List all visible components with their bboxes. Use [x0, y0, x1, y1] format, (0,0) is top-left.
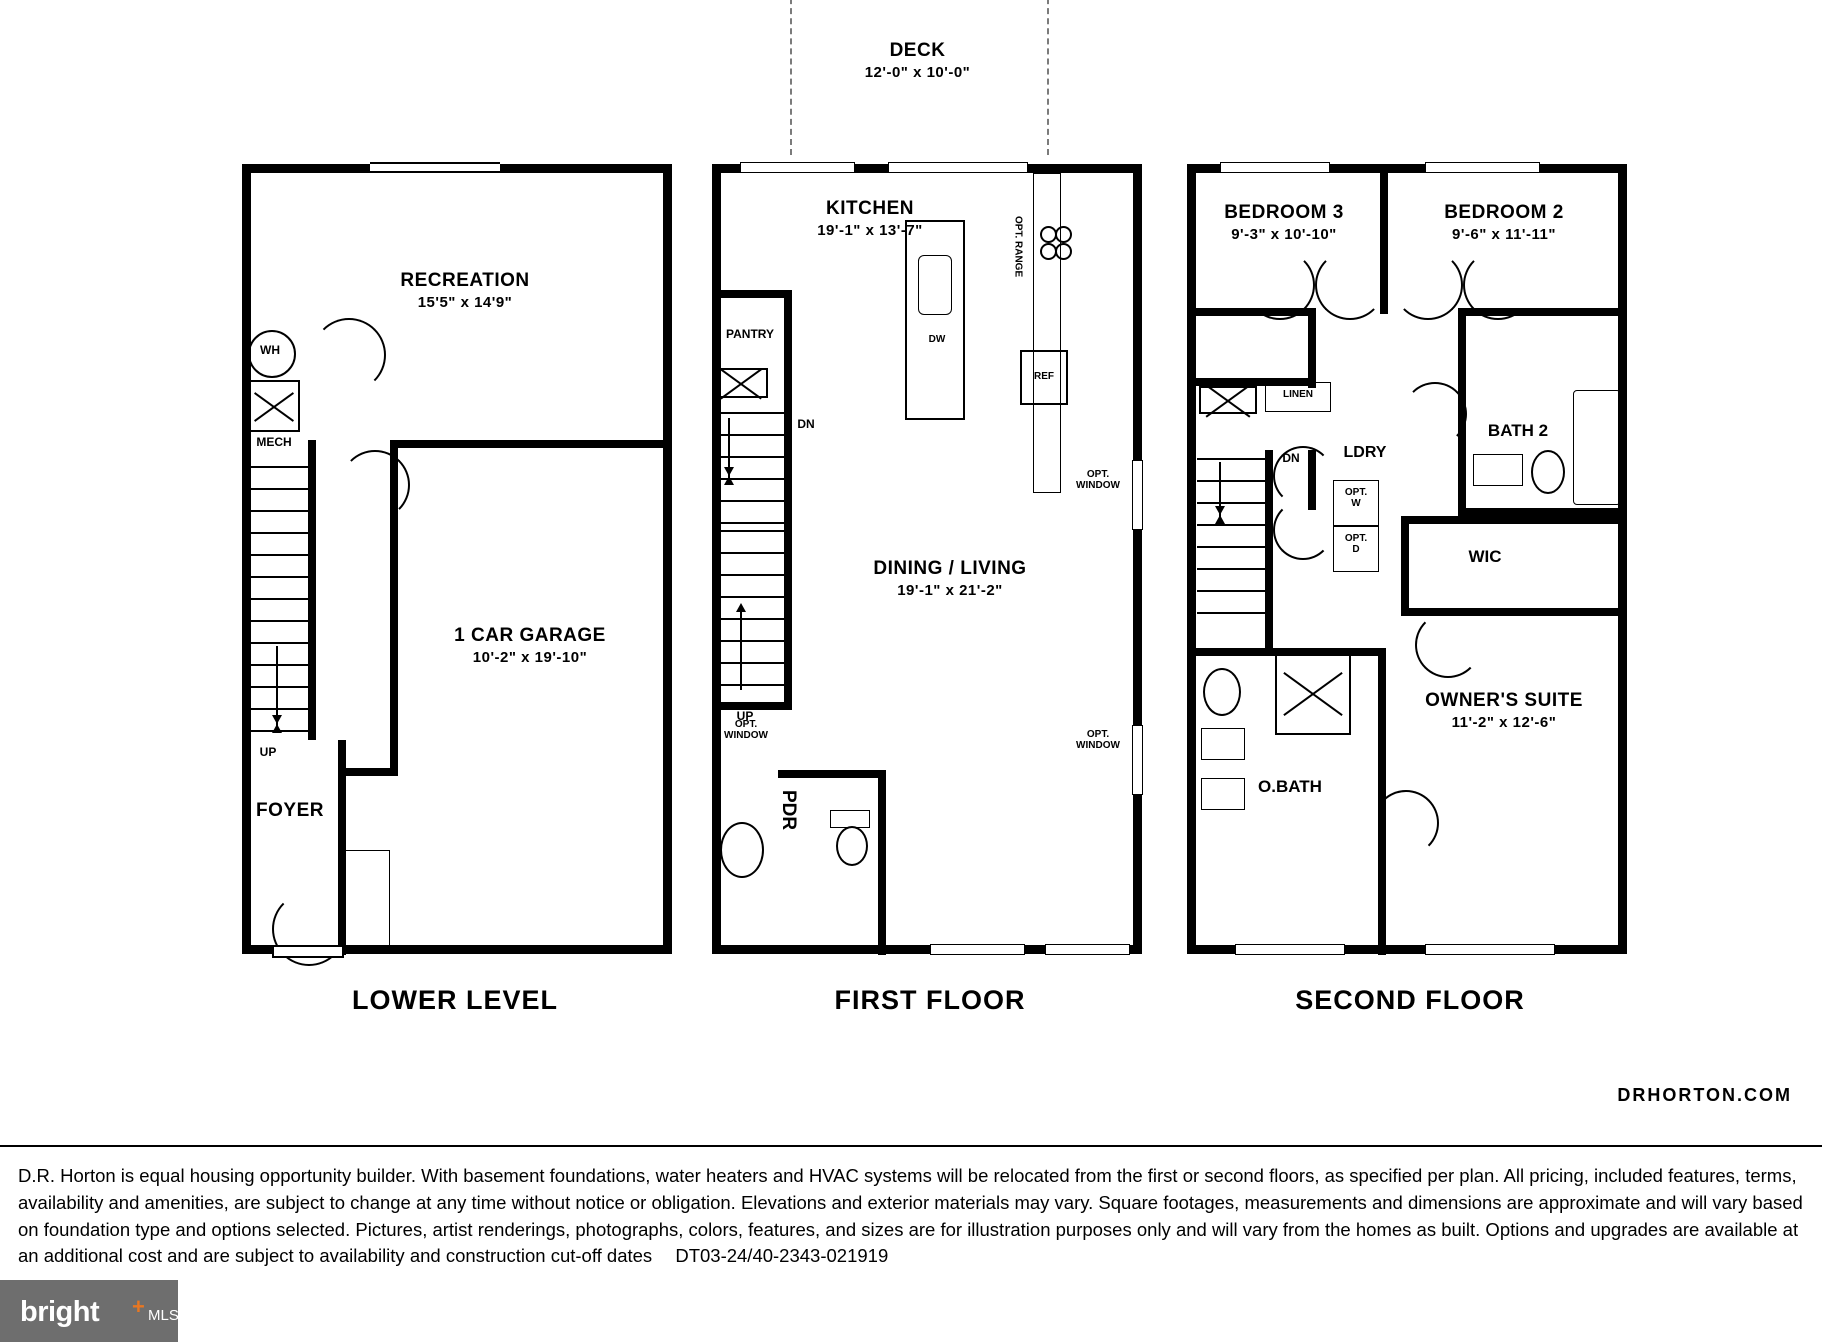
room-label-recreation: RECREATION 15'5" x 14'9": [400, 270, 530, 311]
ldry-label: LDRY: [1343, 444, 1387, 461]
obath-vanity-1: [1201, 728, 1245, 760]
wall-pantry-top: [712, 290, 792, 298]
wall-right: [1133, 164, 1142, 954]
wall-right: [1618, 164, 1627, 954]
obath-label: O.BATH: [1258, 777, 1322, 796]
bath2-tub: [1573, 390, 1621, 505]
window-top: [370, 162, 500, 173]
door-arc-garage: [340, 450, 410, 520]
footer-divider: [0, 1145, 1822, 1147]
watermark-suffix: MLS: [148, 1307, 179, 1324]
wall-stair-right: [1265, 450, 1273, 650]
stairs-up-label: UP: [736, 709, 754, 723]
wall-garage-lower-left: [342, 768, 398, 776]
stairs-dn-label: DN: [797, 417, 815, 431]
opt-window-label-1: OPT. WINDOW: [1076, 469, 1120, 491]
room-label-bedroom3: BEDROOM 3 9'-3" x 10'-10": [1224, 202, 1344, 243]
stairs-dn-label: DN: [1282, 451, 1300, 465]
entry-door: [272, 945, 344, 958]
opt-window-label-2: OPT. WINDOW: [1076, 729, 1120, 751]
window-owners-left: [1235, 944, 1345, 955]
floorplan-lower-level: [230, 150, 680, 970]
watermark-name: bright: [20, 1296, 100, 1328]
stairs-up-label: UP: [259, 745, 277, 759]
bath2-label: BATH 2: [1487, 421, 1549, 440]
linen-label: LINEN: [1283, 389, 1313, 400]
plan-code: DT03-24/40-2343-021919: [675, 1245, 889, 1267]
door-arc-rec: [312, 318, 386, 392]
watermark-plus-icon: +: [132, 1294, 145, 1319]
pdr-label: PDR: [777, 790, 799, 831]
wic-label: WIC: [1468, 547, 1502, 566]
brand-website[interactable]: DRHORTON.COM: [1617, 1085, 1792, 1105]
pantry-label: PANTRY: [726, 327, 774, 341]
window-front-right: [1045, 944, 1130, 955]
garage-door-opening: [342, 850, 390, 950]
wall-left: [1187, 164, 1196, 954]
obath-shower: [1275, 650, 1351, 735]
dishwasher-label: DW: [928, 334, 946, 345]
wall-pdr-top: [778, 770, 886, 778]
opt-washer-label: OPT. W: [1344, 487, 1368, 509]
door-arc-hall-2: [1393, 250, 1463, 320]
stairs-up-arrow: [740, 610, 742, 690]
door-arc-obath: [1373, 790, 1439, 856]
room-label-bedroom2: BEDROOM 2 9'-6" x 11'-11": [1444, 202, 1564, 243]
window-owners-right: [1425, 944, 1555, 955]
door-arc-ldry-2: [1273, 500, 1333, 560]
room-label-dining-living: DINING / LIVING 19'-1" x 21'-2": [873, 558, 1027, 599]
wall-pantry-right: [784, 290, 792, 410]
opt-window-right-upper: [1132, 460, 1143, 530]
door-arc-bed2: [1463, 250, 1533, 320]
door-arc-ldry: [1273, 446, 1333, 506]
bath2-vanity: [1473, 454, 1523, 486]
range-burner-2: [1055, 226, 1072, 243]
obath-toilet-icon: [1203, 668, 1241, 716]
opt-window-right-lower: [1132, 725, 1143, 795]
refrigerator-label: REF: [1034, 371, 1054, 382]
wall-hall-right: [1458, 308, 1466, 388]
door-arc-bed3: [1245, 250, 1315, 320]
door-arc-bath2: [1403, 382, 1467, 446]
window-front-left: [930, 944, 1025, 955]
mech-unit-icon: [248, 380, 300, 432]
door-arc-hall-1: [1315, 250, 1385, 320]
disclaimer-text: [18, 1163, 1808, 1270]
opt-dryer-label: OPT. D: [1344, 533, 1368, 555]
closet-bed3-door-icon: [1199, 386, 1257, 414]
opt-range-label: OPT. RANGE: [1012, 216, 1024, 278]
mech-label: MECH: [256, 435, 292, 449]
floor-title-first: FIRST FLOOR: [834, 985, 1026, 1015]
pdr-toilet-bowl-icon: [836, 826, 868, 866]
wall-garage-top: [390, 440, 672, 448]
bright-mls-watermark: [0, 1280, 178, 1342]
kitchen-island: [905, 220, 965, 420]
wall-wic-top: [1401, 516, 1627, 524]
range-burner-4: [1055, 243, 1072, 260]
stairs-dn: [1197, 458, 1265, 643]
pdr-sink-icon: [720, 822, 764, 878]
window-rear-left: [740, 162, 855, 173]
wall-bath2-bottom: [1458, 508, 1627, 516]
stairs-up: [244, 466, 310, 736]
window-bed3: [1220, 162, 1330, 173]
opt-window-label-3: OPT. WINDOW: [724, 719, 768, 741]
stairs-up: [714, 530, 784, 705]
floor-title-second: SECOND FLOOR: [1295, 985, 1525, 1015]
stairs-dn-arrow: [728, 418, 730, 478]
wall-right: [663, 164, 672, 954]
wall-pdr-right: [878, 770, 886, 955]
room-label-deck: DECK 12'-0" x 10'-0": [864, 40, 971, 81]
window-bed2: [1425, 162, 1540, 173]
disclaimer-body: D.R. Horton is equal housing opportunity builder. With basement foundations, water heaters and HVAC systems will be relocated from the first or second floors, as specified per plan. All pricing, included features, terms, availability and amenities, are subject to change at any time without notice or obligation. Elevations and exterior materials may vary. Square footages, measurements and dimensions are approximate and will vary based on foundation type and options selected. Pictures, artist renderings, photographs, colors, features, and sizes are for illustration purposes only and will vary from the homes as built. Options and upgrades are available at an additional cost and are subject to availability and construction cut-off dates: [18, 1165, 1803, 1267]
slider-door-deck: [888, 162, 1028, 173]
wall-stair-right: [784, 410, 792, 710]
room-label-owners-suite: OWNER'S SUITE 11'-2" x 12'-6": [1425, 690, 1583, 731]
floorplan-second-floor: [1175, 150, 1645, 970]
pantry-door-icon: [714, 368, 768, 398]
floor-title-lower: LOWER LEVEL: [352, 985, 558, 1015]
stairs-dn-arrow: [1219, 462, 1221, 517]
wall-wic-left: [1401, 516, 1409, 616]
door-arc-wic: [1415, 612, 1481, 678]
wall-hall-left: [1308, 308, 1316, 388]
bath2-toilet-icon: [1531, 450, 1565, 494]
room-label-kitchen: KITCHEN 19'-1" x 13'-7": [817, 198, 923, 239]
floorplan-first-floor: [700, 40, 1160, 970]
room-label-garage: 1 CAR GARAGE 10'-2" x 19'-10": [454, 625, 606, 666]
counter-right: [1033, 173, 1061, 493]
kitchen-sink: [918, 255, 952, 315]
water-heater-label: WH: [260, 343, 280, 357]
room-label-foyer: FOYER: [256, 800, 324, 821]
